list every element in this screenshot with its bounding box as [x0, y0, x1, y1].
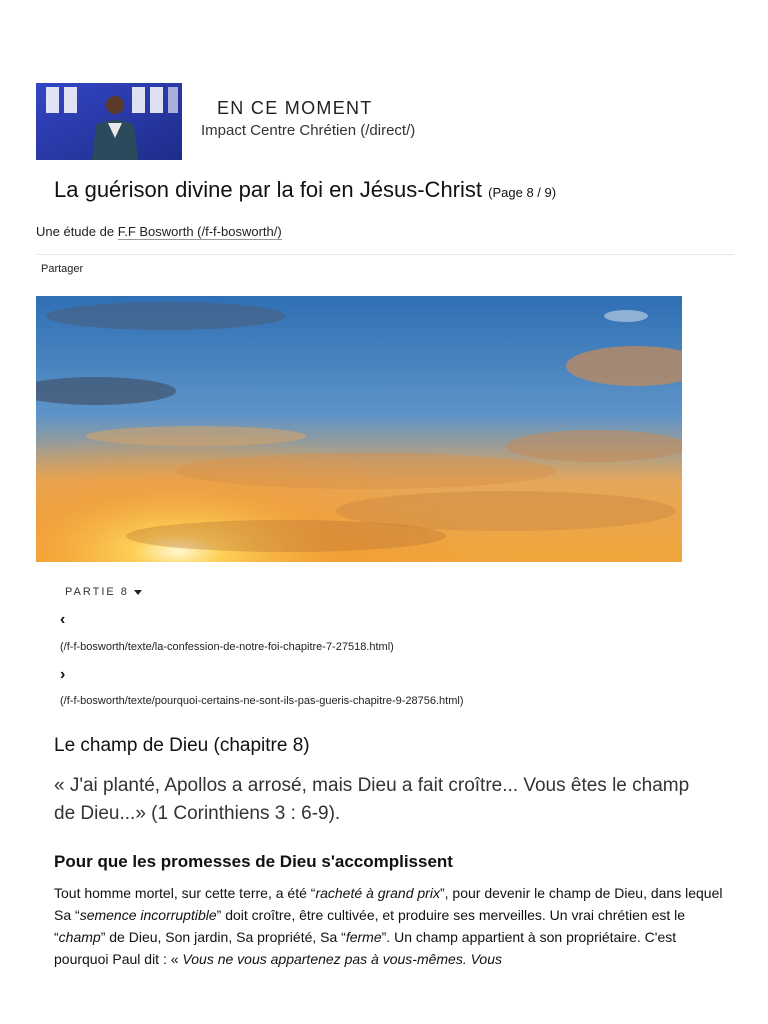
- hero-image: [36, 296, 682, 562]
- chevron-left-icon[interactable]: ‹: [60, 611, 66, 628]
- page-indicator: (Page 8 / 9): [488, 185, 557, 200]
- page-title: [54, 177, 556, 203]
- caret-down-icon: [134, 590, 142, 595]
- para-emphasis: racheté à grand prix: [315, 885, 440, 901]
- share-button[interactable]: Partager: [41, 263, 84, 275]
- title-text: La guérison divine par la foi en Jésus-Christ: [54, 177, 483, 202]
- scripture-quote: « J'ai planté, Apollos a arrosé, mais Dieu a fait croître... Vous êtes le champ de Dieu...» (1 Corinthiens 3 : 6-9).: [54, 775, 690, 824]
- para-text: ”. Un champ appartient à son propriétaire. C'est pourquoi Paul dit : «: [54, 929, 677, 967]
- para-text: ” de Dieu, Son jardin, Sa propriété, Sa “: [100, 929, 346, 945]
- prev-chapter-link[interactable]: (/f-f-bosworth/texte/la-confession-de-notre-foi-chapitre-7-27518.html): [60, 641, 394, 653]
- para-text: ” doit croître, être cultivée, et produire ses merveilles. Un vrai chrétien est le “: [54, 907, 686, 945]
- sunset-sky-image: [36, 296, 682, 562]
- body-paragraph: [54, 882, 734, 970]
- byline-prefix: Une étude de: [36, 224, 115, 239]
- next-chapter-link[interactable]: (/f-f-bosworth/texte/pourquoi-certains-ne-sont-ils-pas-gueris-chapitre-9-28756.html): [60, 695, 464, 707]
- para-text: ”, pour devenir le champ de Dieu, dans lequel Sa “: [54, 885, 723, 923]
- live-thumbnail[interactable]: [36, 83, 182, 160]
- subheading: Pour que les promesses de Dieu s'accomplissent: [54, 852, 453, 871]
- para-emphasis: ferme: [345, 929, 382, 945]
- section-title: Le champ de Dieu (chapitre 8): [54, 735, 310, 756]
- chevron-right-icon[interactable]: ›: [60, 666, 66, 683]
- live-video-thumbnail-icon: [36, 83, 182, 160]
- para-emphasis: Vous ne vous appartenez pas à vous-mêmes. Vous: [182, 951, 503, 967]
- now-heading: EN CE MOMENT: [217, 98, 373, 118]
- part-label: PARTIE 8: [65, 586, 129, 598]
- author-link[interactable]: F.F Bosworth (/f-f-bosworth/): [117, 224, 282, 239]
- byline: [36, 224, 282, 239]
- divider: [36, 254, 734, 255]
- para-emphasis: champ: [58, 929, 101, 945]
- para-emphasis: semence incorruptible: [79, 907, 217, 923]
- para-text: Tout homme mortel, sur cette terre, a été “: [54, 885, 316, 901]
- part-dropdown[interactable]: [65, 586, 142, 598]
- live-link[interactable]: Impact Centre Chrétien (/direct/): [201, 122, 416, 139]
